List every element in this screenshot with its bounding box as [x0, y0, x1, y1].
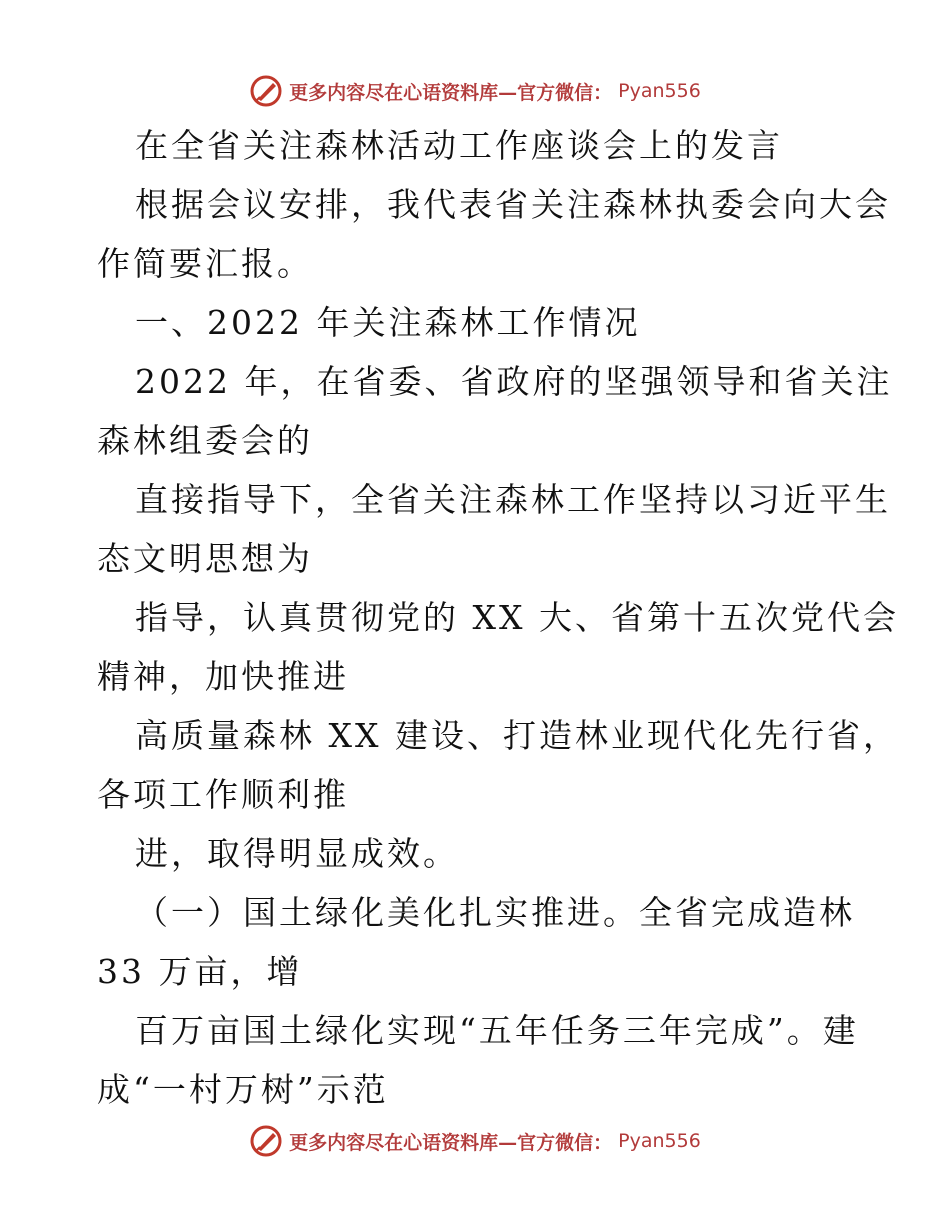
quill-logo-icon: [249, 74, 283, 108]
paragraph-line: 态文明思想为: [97, 539, 313, 578]
paragraph-line: 33 万亩，增: [97, 952, 303, 991]
paragraph-line: 指导，认真贯彻党的 XX 大、省第十五次党代会: [135, 598, 899, 637]
section-heading: 一、2022 年关注森林工作情况: [135, 303, 641, 342]
paragraph-line: 2022 年，在省委、省政府的坚强领导和省关注: [135, 362, 893, 401]
footer-watermark: [0, 1121, 950, 1161]
paragraph-line: 精神，加快推进: [97, 657, 349, 696]
watermark-text: 更多内容尽在心语资料库—官方微信：: [289, 1131, 613, 1154]
watermark-wechat-id: Pyan556: [618, 80, 701, 102]
paragraph-line: 成“一村万树”示范: [97, 1070, 389, 1109]
paragraph-line: 作简要汇报。: [97, 244, 313, 283]
doc-title: 在全省关注森林活动工作座谈会上的发言: [135, 126, 783, 165]
paragraph-line: 各项工作顺利推: [97, 775, 349, 814]
paragraph-line: 直接指导下，全省关注森林工作坚持以习近平生: [135, 480, 891, 519]
document-body: [97, 124, 899, 1112]
paragraph-line: 百万亩国土绿化实现“五年任务三年完成”。建: [135, 1011, 859, 1050]
paragraph-line: 根据会议安排，我代表省关注森林执委会向大会: [135, 185, 891, 224]
header-watermark: [0, 71, 950, 111]
paragraph-line: 进，取得明显成效。: [135, 834, 459, 873]
watermark-text: 更多内容尽在心语资料库—官方微信：: [289, 81, 613, 104]
paragraph-line: 森林组委会的: [97, 421, 313, 460]
watermark-wechat-id: Pyan556: [618, 1130, 701, 1152]
paragraph-line: 高质量森林 XX 建设、打造林业现代化先行省，: [135, 716, 899, 755]
quill-logo-icon: [249, 1124, 283, 1158]
subsection-heading: （一）国土绿化美化扎实推进。全省完成造林: [135, 893, 855, 932]
